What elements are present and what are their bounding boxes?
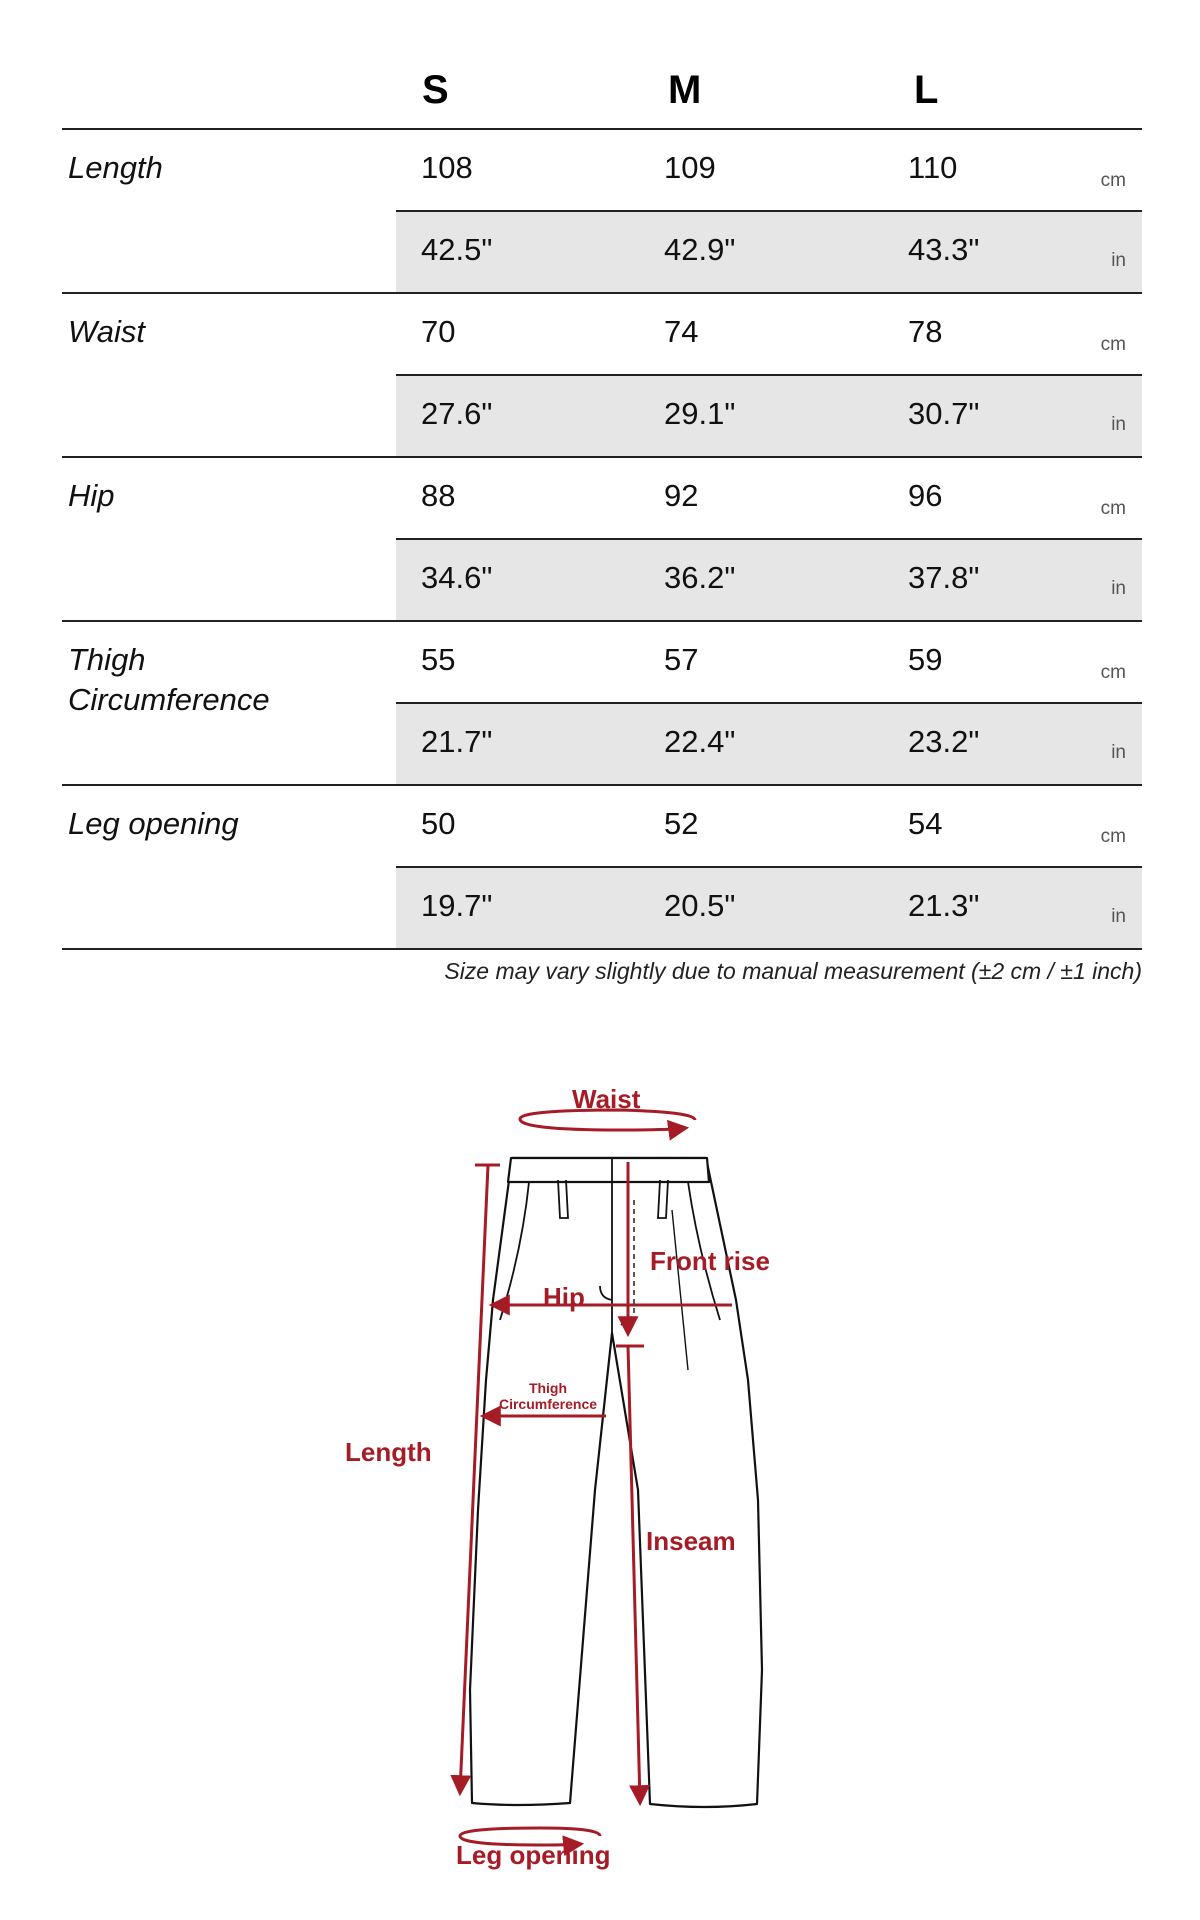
measurement-hip: [62, 458, 1142, 622]
value-m-cm: 109: [664, 150, 716, 185]
value-m-in: 20.5": [664, 888, 736, 923]
size-header-l: L: [914, 68, 939, 112]
diagram-label-length: Length: [345, 1437, 432, 1467]
value-l-in: 43.3": [908, 232, 980, 267]
unit-cm: cm: [1100, 662, 1126, 683]
diagram-label-front-rise: Front rise: [650, 1246, 770, 1276]
unit-in: in: [1111, 414, 1126, 435]
cm-row: [396, 786, 1142, 868]
value-l-in: 30.7": [908, 396, 980, 431]
unit-in: in: [1111, 906, 1126, 927]
measurement-thigh: [62, 622, 1142, 786]
value-l-in: 21.3": [908, 888, 980, 923]
value-l-in: 37.8": [908, 560, 980, 595]
value-s-in: 42.5": [421, 232, 493, 267]
value-s-in: 19.7": [421, 888, 493, 923]
value-s-cm: 108: [421, 150, 473, 185]
diagram-label-thigh: Thigh Circumference: [498, 1380, 598, 1412]
unit-cm: cm: [1100, 498, 1126, 519]
value-m-in: 36.2": [664, 560, 736, 595]
unit-cm: cm: [1100, 334, 1126, 355]
measurement-label: Waist: [68, 314, 145, 349]
unit-in: in: [1111, 578, 1126, 599]
unit-cm: cm: [1100, 170, 1126, 191]
unit-in: in: [1111, 742, 1126, 763]
inch-row: [396, 540, 1142, 620]
inch-row: [396, 212, 1142, 292]
value-l-cm: 59: [908, 642, 943, 677]
inch-row: [396, 376, 1142, 456]
measurement-label: Thigh Circumference: [68, 642, 270, 717]
value-s-in: 21.7": [421, 724, 493, 759]
pants-measurement-diagram: [300, 1050, 900, 1880]
value-s-cm: 50: [421, 806, 456, 841]
value-s-cm: 55: [421, 642, 456, 677]
value-s-in: 27.6": [421, 396, 493, 431]
cm-row: [396, 458, 1142, 540]
measurement-label: Length: [68, 150, 163, 185]
measurement-length: [62, 130, 1142, 294]
measurement-leg-opening: [62, 786, 1142, 950]
inch-row: [396, 868, 1142, 948]
diagram-label-hip: Hip: [543, 1282, 585, 1312]
value-m-cm: 52: [664, 806, 699, 841]
measurement-label: Leg opening: [68, 806, 239, 841]
value-m-cm: 92: [664, 478, 699, 513]
inch-row: [396, 704, 1142, 784]
value-m-in: 42.9": [664, 232, 736, 267]
value-s-cm: 70: [421, 314, 456, 349]
value-s-cm: 88: [421, 478, 456, 513]
measurement-note: Size may vary slightly due to manual measurement (±2 cm / ±1 inch): [444, 958, 1142, 984]
value-l-cm: 110: [908, 150, 958, 185]
value-l-cm: 96: [908, 478, 943, 513]
value-l-cm: 54: [908, 806, 943, 841]
diagram-label-inseam: Inseam: [646, 1526, 736, 1556]
unit-in: in: [1111, 250, 1126, 271]
measurement-label: Hip: [68, 478, 115, 513]
value-m-cm: 57: [664, 642, 699, 677]
cm-row: [396, 130, 1142, 212]
diagram-label-waist: Waist: [572, 1084, 641, 1114]
measurement-waist: [62, 294, 1142, 458]
cm-row: [396, 622, 1142, 704]
value-m-in: 29.1": [664, 396, 736, 431]
value-m-in: 22.4": [664, 724, 736, 759]
size-header-s: S: [422, 68, 449, 112]
size-header-row: [62, 0, 1142, 130]
unit-cm: cm: [1100, 826, 1126, 847]
size-header-m: M: [668, 68, 702, 112]
diagram-label-leg-opening: Leg opening: [456, 1840, 611, 1870]
value-l-in: 23.2": [908, 724, 980, 759]
cm-row: [396, 294, 1142, 376]
value-l-cm: 78: [908, 314, 943, 349]
value-s-in: 34.6": [421, 560, 493, 595]
value-m-cm: 74: [664, 314, 699, 349]
